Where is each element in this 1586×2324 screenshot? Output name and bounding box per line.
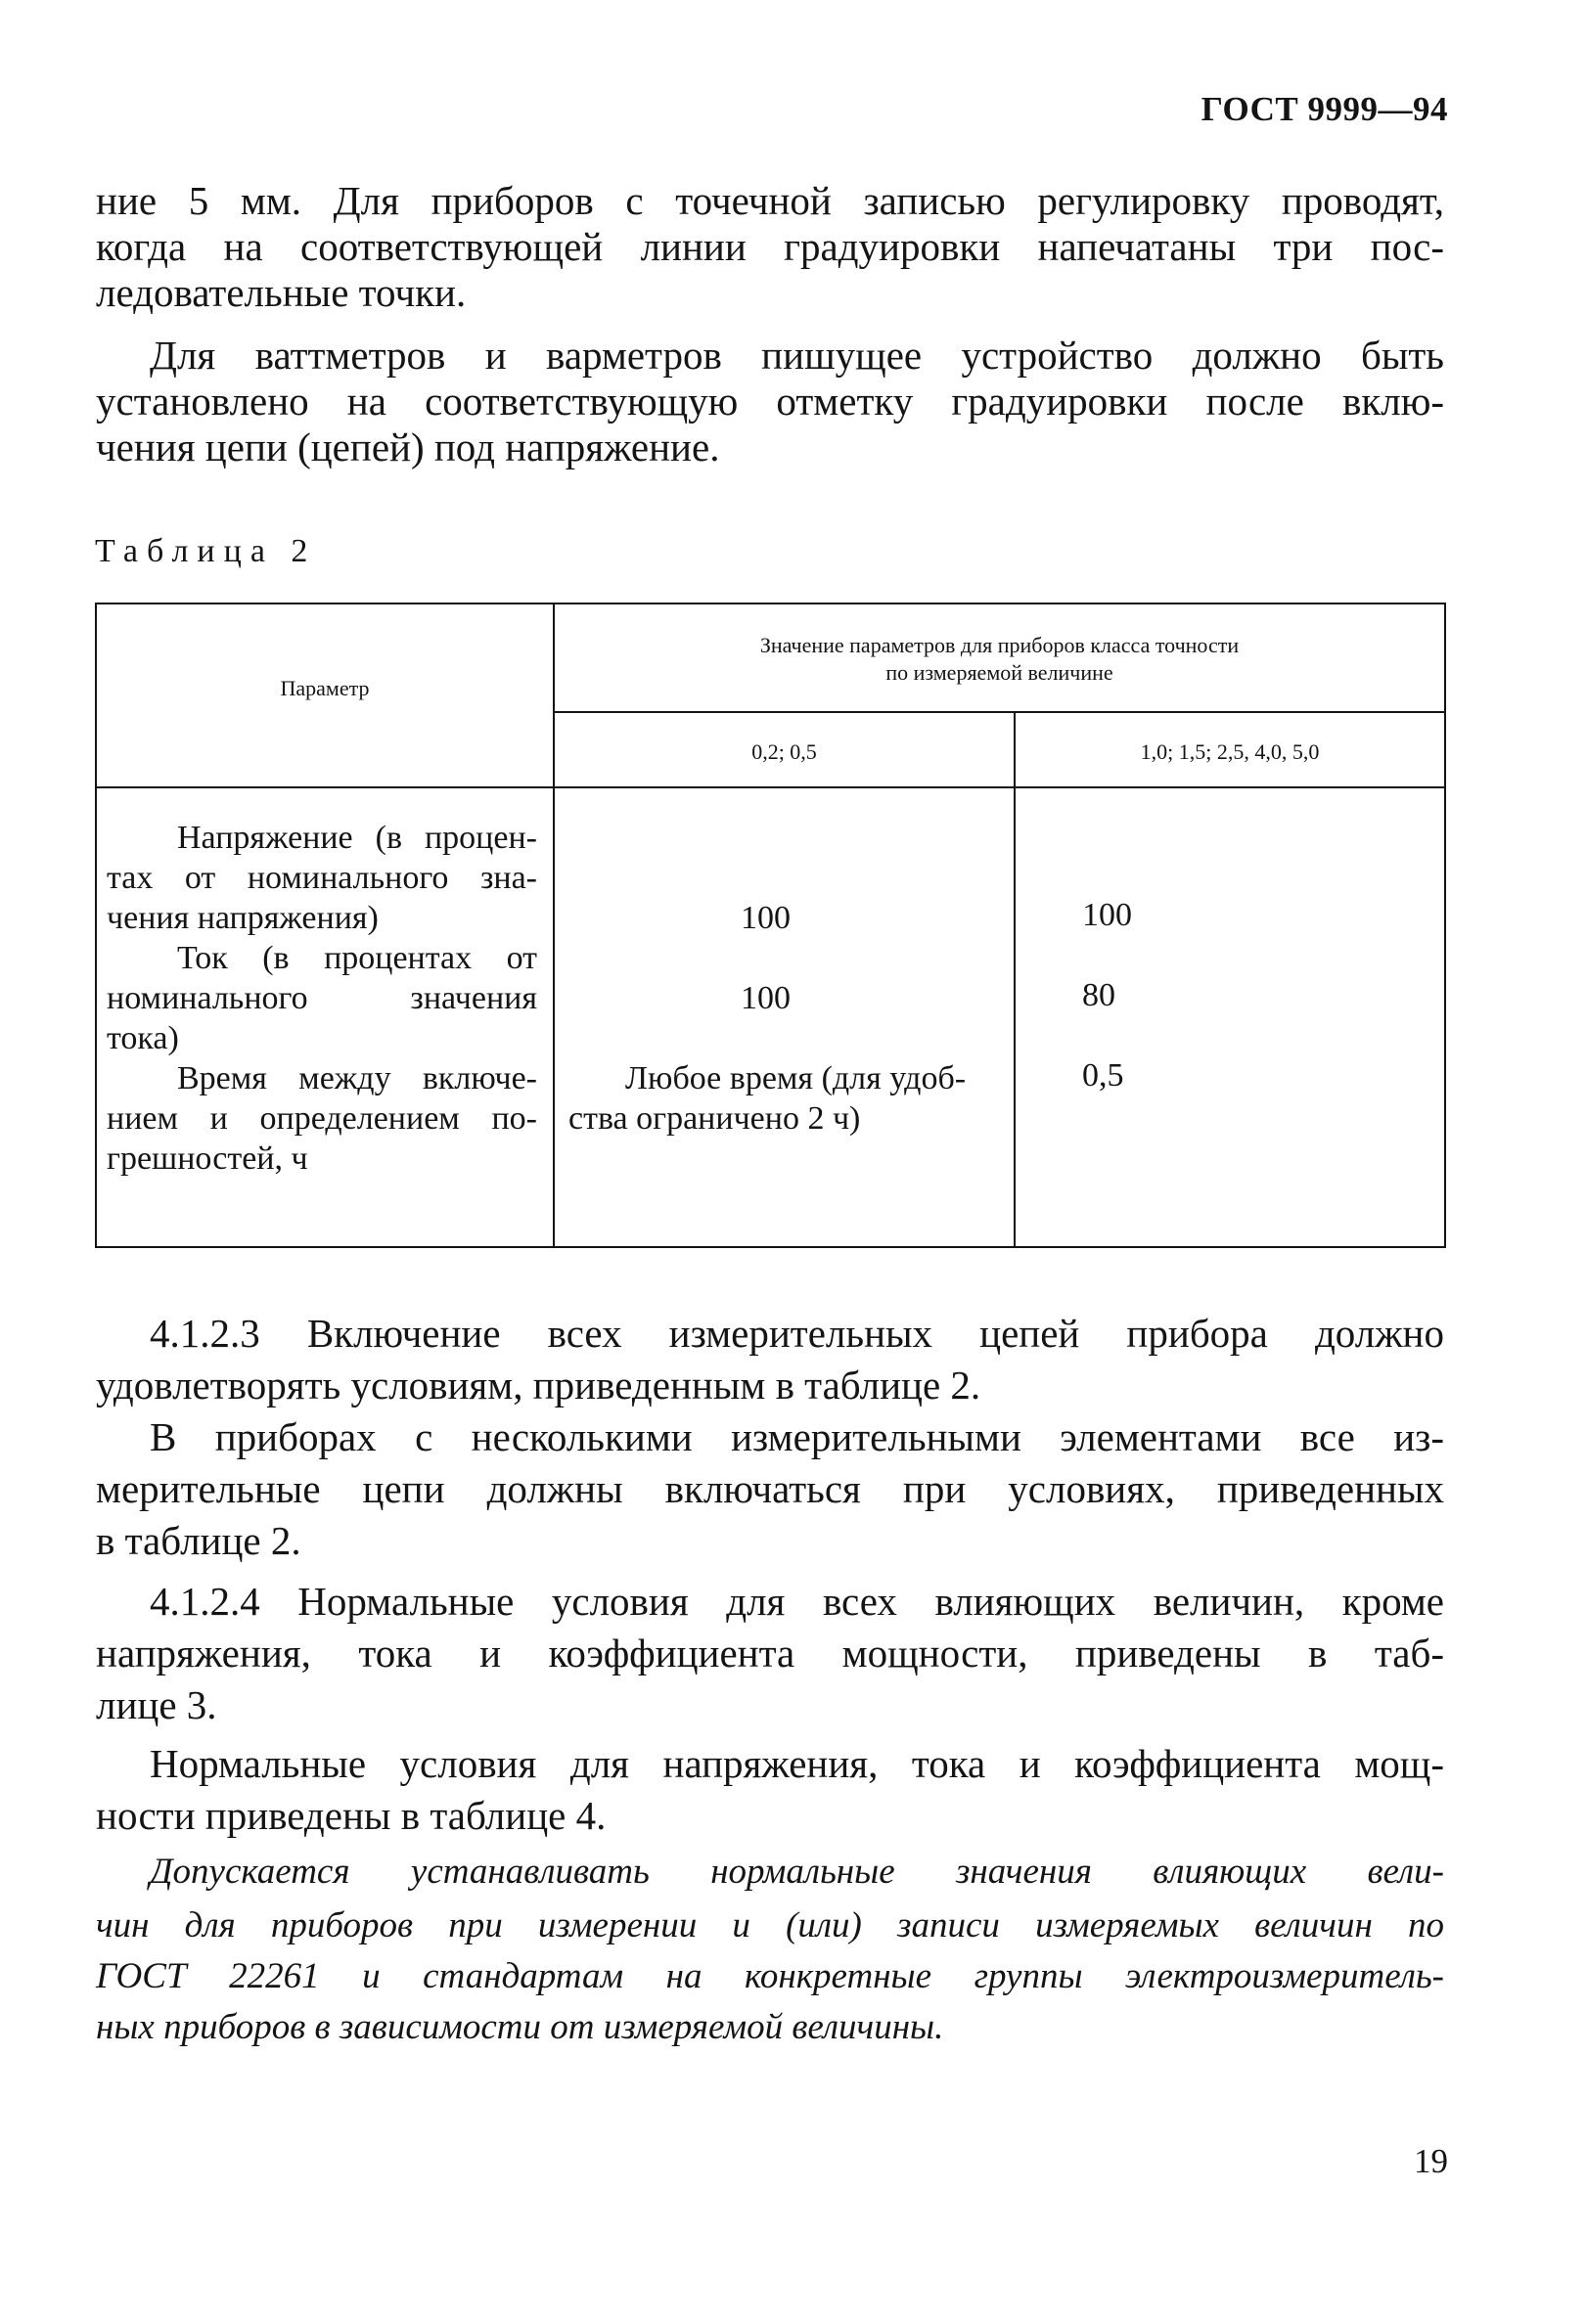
standard-header: ГОСТ 9999—94 [1201, 90, 1448, 128]
paragraph-line: лице 3. [96, 1682, 217, 1727]
paragraph-line: удовлетворять условиям, приведенным в таблице 2. [96, 1363, 981, 1408]
paragraph-line: напряжения, тока и коэффициента мощности, приведены в таб- [96, 1631, 1444, 1676]
paragraph-line: ности приведены в таблице 4. [96, 1793, 607, 1838]
paragraph-5-rest [96, 1631, 1444, 1728]
paragraph-7-first [150, 1849, 1444, 1895]
paragraph-line: когда на соответствующей линии градуировки напечатаны три пос- [96, 224, 1444, 269]
paragraph-7-rest [96, 1900, 1444, 2053]
row-1-col2: 100 [1082, 897, 1132, 933]
paragraph-line: 4.1.2.3 Включение всех измерительных цепей прибора должно [150, 1311, 1444, 1356]
row-3-param [107, 1058, 537, 1179]
header-group-line1: Значение параметров для приборов класса точности [759, 633, 1240, 657]
paragraph-line: Нормальные условия для напряжения, тока и коэффициента мощ- [150, 1741, 1444, 1786]
paragraph-3-first [150, 1311, 1444, 1357]
paragraph-line: в таблице 2. [96, 1518, 301, 1563]
paragraph-line: В приборах с несколькими измерительными элементами все из- [150, 1414, 1444, 1459]
paragraph-line: чин для приборов при измерении и (или) записи измеряемых величин по [96, 1905, 1444, 1945]
table-caption: Таблица 2 [95, 533, 317, 569]
paragraph-1 [96, 178, 1444, 316]
paragraph-line: ледовательные точки. [96, 270, 467, 315]
header-col2: 1,0; 1,5; 2,5, 4,0, 5,0 [1140, 739, 1320, 764]
row-2-col1: 100 [741, 980, 791, 1016]
header-col1: 0,2; 0,5 [751, 739, 817, 764]
header-group-line2: по измеряемой величине [885, 660, 1113, 685]
paragraph-line: Допускается устанавливать нормальные значения влияющих вели- [150, 1852, 1444, 1892]
row-2-param [107, 938, 537, 1058]
row-3-col1-line2: ства ограничено 2 ч) [568, 1100, 861, 1137]
paragraph-line: 4.1.2.4 Нормальные условия для всех влияющих величин, кроме [150, 1579, 1444, 1624]
header-param: Параметр [280, 676, 370, 700]
row-1-param [107, 818, 537, 938]
param-line: чения напряжения) [107, 900, 379, 936]
param-line: Время между включе- [177, 1060, 537, 1096]
paragraph-2-rest [96, 379, 1444, 470]
row-2-col2: 80 [1082, 977, 1115, 1013]
table-divider [553, 604, 555, 1246]
paragraph-line: установлено на соответствующую отметку градуировки после вклю- [96, 379, 1444, 424]
paragraph-2-first [150, 333, 1444, 379]
table-divider [1014, 711, 1016, 1246]
row-1-col1: 100 [741, 900, 791, 936]
param-line: номинального значения [107, 980, 537, 1016]
paragraph-4-first [150, 1414, 1444, 1460]
param-line: грешностей, ч [107, 1140, 308, 1177]
param-line: тах от номинального зна- [107, 860, 537, 896]
paragraph-line: чения цепи (цепей) под напряжение. [96, 425, 720, 469]
param-line: тока) [107, 1020, 179, 1056]
paragraph-line: ГОСТ 22261 и стандартам на конкретные группы электроизмеритель- [96, 1956, 1444, 1996]
paragraph-line: мерительные цепи должны включаться при условиях, приведенных [96, 1466, 1444, 1511]
table-divider [97, 786, 1444, 788]
page-number: 19 [1414, 2142, 1448, 2180]
paragraph-6-rest [96, 1793, 1444, 1839]
paragraph-4-rest [96, 1466, 1444, 1564]
paragraph-line: ние 5 мм. Для приборов с точечной записью регулировку проводят, [96, 178, 1444, 223]
paragraph-line: Для ваттметров и варметров пишущее устройство должно быть [150, 333, 1444, 378]
param-line: Напряжение (в процен- [177, 820, 537, 856]
paragraph-5-first [150, 1579, 1444, 1625]
param-line: Ток (в процентах от [177, 940, 537, 976]
table-divider [553, 711, 1444, 713]
row-3-col2: 0,5 [1082, 1057, 1124, 1094]
paragraph-line: ных приборов в зависимости от измеряемой величины. [96, 2007, 944, 2047]
paragraph-6-first [150, 1741, 1444, 1787]
paragraph-3-rest [96, 1363, 1444, 1408]
row-3-col1-line1: Любое время (для удоб- [625, 1060, 967, 1096]
table-2 [95, 603, 1446, 1248]
param-line: нием и определением по- [107, 1100, 537, 1137]
